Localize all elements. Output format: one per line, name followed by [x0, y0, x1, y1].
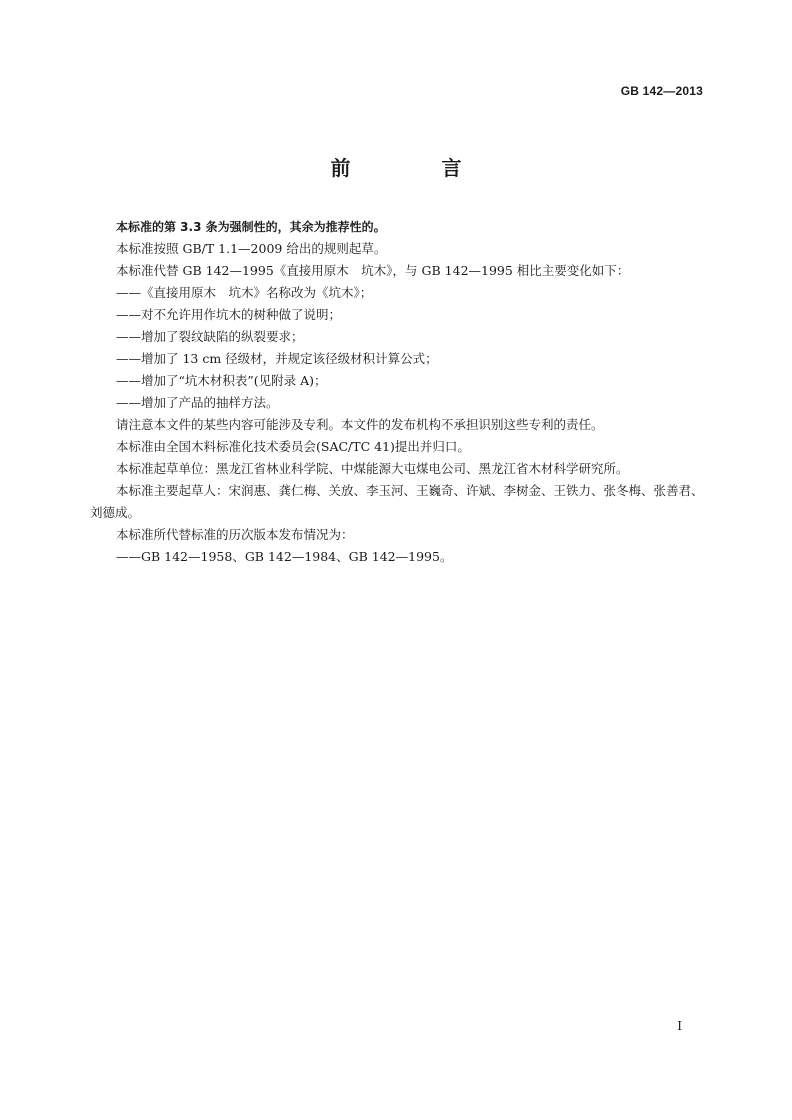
mandatory-clause-statement: 本标准的第 3.3 条为强制性的，其余为推荐性的。	[116, 220, 386, 234]
drafting-units-paragraph: 本标准起草单位：黑龙江省林业科学院、中煤能源大屯煤电公司、黑龙江省木材科学研究所。	[116, 461, 629, 476]
change-item: ——对不允许用作坑木的树种做了说明；	[116, 307, 342, 322]
page-title: 前 言	[330, 156, 504, 180]
change-item: ——增加了产品的抽样方法。	[116, 395, 279, 410]
change-item: ——《直接用原木 坑木》名称改为《坑木》；	[116, 285, 373, 300]
drafting-rules-paragraph: 本标准按照 GB/T 1.1—2009 给出的规则起草。	[116, 241, 387, 256]
change-item: ——增加了裂纹缺陷的纵裂要求；	[116, 329, 304, 344]
change-item: ——增加了 13 cm 径级材，并规定该径级材积计算公式；	[116, 351, 438, 366]
drafters-paragraph: 本标准主要起草人：宋润惠、龚仁梅、关放、李玉河、王巍奇、许斌、李树金、王铁力、张冬梅、张善君、刘德成。	[90, 483, 704, 520]
standard-code: GB 142—2013	[620, 84, 703, 98]
proposer-paragraph: 本标准由全国木料标准化技术委员会(SAC/TC 41)提出并归口。	[116, 439, 470, 454]
history-intro-paragraph: 本标准所代替标准的历次版本发布情况为：	[116, 527, 354, 542]
foreword-body	[90, 216, 704, 568]
replacement-paragraph: 本标准代替 GB 142—1995《直接用原木 坑木》，与 GB 142—1995 相比主要变化如下：	[116, 263, 630, 278]
history-item: ——GB 142—1958、GB 142—1984、GB 142—1995。	[116, 549, 453, 564]
patent-notice-paragraph: 请注意本文件的某些内容可能涉及专利。本文件的发布机构不承担识别这些专利的责任。	[116, 417, 604, 432]
page-number: I	[677, 1019, 682, 1033]
change-item: ——增加了“坑木材积表”(见附录 A)；	[116, 373, 327, 388]
